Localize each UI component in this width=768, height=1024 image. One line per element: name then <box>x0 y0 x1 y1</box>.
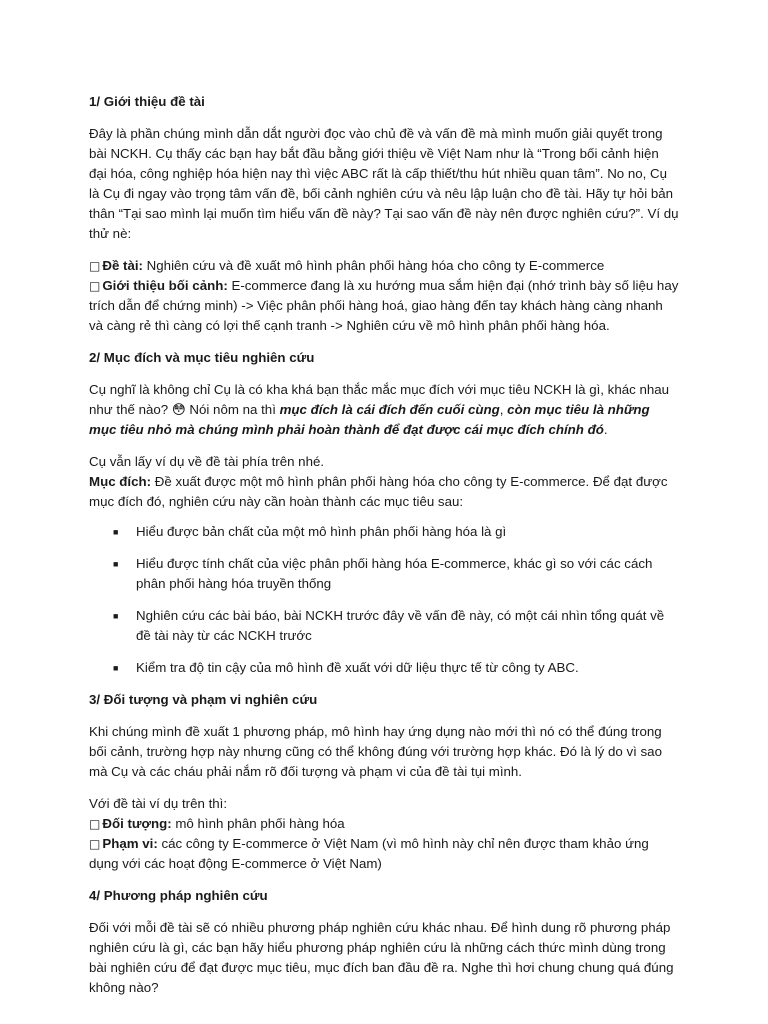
section-1-example <box>89 256 680 336</box>
definition-text: Cụ nghĩ là không chỉ Cụ là có kha khá bạn thắc mắc mục đích với mục tiêu NCKH là gì, khác nhau như thế nào? <box>89 382 670 417</box>
section-1-heading: 1/ Giới thiệu đề tài <box>89 94 205 109</box>
section-3-example <box>89 794 680 874</box>
checkbox-icon: □ <box>89 817 101 831</box>
scope-text: các công ty E-commerce ở Việt Nam (vì mô hình này chỉ nên được tham khảo ứng dụng với các hoạt động E-commerce ở Việt Nam) <box>89 836 649 871</box>
section-2-heading: 2/ Mục đích và mục tiêu nghiên cứu <box>89 350 315 365</box>
list-item <box>89 522 680 542</box>
list-item-text: Hiểu được bản chất của một mô hình phân phối hàng hóa là gì <box>136 524 507 539</box>
purpose-emphasis: mục đích là cái đích đến cuối cùng <box>279 402 500 417</box>
objective-emphasis: còn mục tiêu là những mục tiêu nhỏ mà chúng mình phải hoàn thành để đạt được cái mục đích chính đó <box>89 402 650 437</box>
object-label: Đối tượng: <box>102 816 172 831</box>
list-item-text: Nghiên cứu các bài báo, bài NCKH trước đây về vấn đề này, có một cái nhìn tổng quát về đề tài này từ các NCKH trước <box>136 608 665 643</box>
definition-text: . <box>603 422 608 437</box>
topic-label: Đề tài: <box>102 258 143 273</box>
purpose-line <box>89 472 680 512</box>
list-item <box>89 554 680 594</box>
definition-text: , <box>499 402 508 417</box>
checkbox-icon: □ <box>89 279 101 293</box>
section-4-intro: Đối với mỗi đề tài sẽ có nhiều phương pháp nghiên cứu khác nhau. Để hình dung rõ phương pháp nghiên cứu là gì, các bạn hãy hiểu phương pháp nghiên cứu là những cách thức mình dùng trong bài nghiên cứu để đạt được mục tiêu, mục đích ban đầu đề ra. Nghe thì hơi chung chung quá đúng không nào? <box>89 920 674 995</box>
checkbox-icon: □ <box>89 259 101 273</box>
section-4-heading: 4/ Phương pháp nghiên cứu <box>89 888 268 903</box>
scope-label: Phạm vi: <box>102 836 158 851</box>
section-1-intro: Đây là phần chúng mình dẫn dắt người đọc vào chủ đề và vấn đề mà mình muốn giải quyết trong bài NCKH. Cụ thấy các bạn hay bắt đầu bằng giới thiệu về Việt Nam như là “Trong bối cảnh hiện đại hóa, công nghiệp hóa hiện nay thì việc ABC rất là cấp thiết/thu hút nhiều quan tâm”. No no, Cụ là Cụ đi ngay vào trọng tâm vấn đề, bối cảnh nghiên cứu và nêu lập luận cho đề tài. Hãy tự hỏi bản thân “Tại sao mình lại muốn tìm hiểu vấn đề này? Tại sao vấn đề này nên được nghiên cứu?”. Ví dụ thử nè: <box>89 126 679 241</box>
square-bullet-icon: ■ <box>113 527 119 537</box>
object-text: mô hình phân phối hàng hóa <box>171 816 345 831</box>
object-line <box>89 814 680 834</box>
topic-line <box>89 256 680 276</box>
square-bullet-icon: ■ <box>113 663 119 673</box>
topic-text: Nghiên cứu và đề xuất mô hình phân phối hàng hóa cho công ty E-commerce <box>142 258 605 273</box>
example-intro: Với đề tài ví dụ trên thì: <box>89 796 228 811</box>
context-line <box>89 276 680 336</box>
list-item-text: Kiểm tra độ tin cậy của mô hình đề xuất với dữ liệu thực tế từ công ty ABC. <box>136 660 579 675</box>
section-2-example <box>89 452 680 512</box>
scope-line <box>89 834 680 874</box>
context-label: Giới thiệu bối cảnh: <box>102 278 228 293</box>
section-3-intro: Khi chúng mình đề xuất 1 phương pháp, mô hình hay ứng dụng nào mới thì nó có thể đúng trong bối cảnh, trường hợp này nhưng cũng có thể không đúng với trường hợp khác. Đó là lý do vì sao mà Cụ và các cháu phải nắm rõ đối tượng và phạm vi của đề tài tụi mình. <box>89 724 662 779</box>
checkbox-icon: □ <box>89 837 101 851</box>
definition-text: Nói nôm na thì <box>185 402 280 417</box>
purpose-label: Mục đích: <box>89 474 152 489</box>
objectives-list <box>89 522 680 678</box>
section-3-heading: 3/ Đối tượng và phạm vi nghiên cứu <box>89 692 318 707</box>
list-item <box>89 606 680 646</box>
section-2-definition <box>89 380 680 440</box>
purpose-text: Đề xuất được một mô hình phân phối hàng hóa cho công ty E-commerce. Để đạt được mục đích đó, nghiên cứu này cần hoàn thành các mục tiêu sau: <box>89 474 668 509</box>
list-item <box>89 658 680 678</box>
square-bullet-icon: ■ <box>113 559 119 569</box>
context-text: E-commerce đang là xu hướng mua sắm hiện đại (nhớ trình bày số liệu hay trích dẫn để chứng minh) -> Việc phân phối hàng hoá, giao hàng đến tay khách hàng càng nhanh và càng rẻ thì càng có lợi thế cạnh tranh -> Nghiên cứu về mô hình phân phối hàng hóa. <box>89 278 679 333</box>
square-bullet-icon: ■ <box>113 611 119 621</box>
list-item-text: Hiểu được tính chất của việc phân phối hàng hóa E-commerce, khác gì so với các cách phân phối hàng hóa truyền thống <box>136 556 653 591</box>
example-intro: Cụ vẫn lấy ví dụ về đề tài phía trên nhé. <box>89 454 325 469</box>
flushed-face-icon: 😳 <box>171 402 186 417</box>
